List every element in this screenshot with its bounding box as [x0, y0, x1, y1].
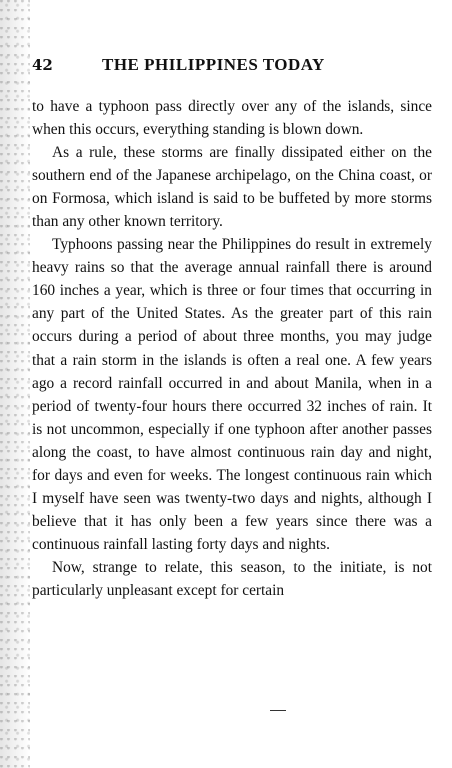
paragraph-4: Now, strange to relate, this season, to the initiate, is not particularly unpleasant except for certain: [32, 558, 432, 599]
paragraph-2: As a rule, these storms are finally dissipated either on the southern end of the Japanese archipelago, on the China coast, or on Formosa, which island is said to be buffeted by more storms than any other known territory.: [32, 144, 432, 231]
running-head: [32, 55, 432, 83]
book-page: [32, 55, 432, 602]
footer-rule: [270, 710, 286, 711]
page-number: 42: [32, 56, 53, 74]
running-title: THE PHILIPPINES TODAY: [102, 55, 325, 74]
paragraph-3: Typhoons passing near the Philippines do result in extremely heavy rains so that the average annual rainfall there is around 160 inches a year, which is three or four times that occurring in any part of the United States. As the greater part of this rain occurs during a period of about three months, you may judge that a rain storm in the islands is often a real one. A few years ago a record rainfall occurred in and about Manila, when in a period of twenty-four hours there occurred 32 inches of rain. It is not uncommon, especially if one typhoon after another passes along the coast, to have almost continuous rain day and night, for days and even for weeks. The longest continuous rain which I myself have seen was twenty-two days and nights, although I believe that it has only been a few years since there was a continuous rainfall lasting forty days and nights.: [32, 236, 432, 553]
paragraph-1: to have a typhoon pass directly over any of the islands, since when this occurs, everything standing is blown down.: [32, 98, 432, 139]
body-text: [32, 95, 432, 602]
scan-edge-shadow: [0, 0, 30, 768]
